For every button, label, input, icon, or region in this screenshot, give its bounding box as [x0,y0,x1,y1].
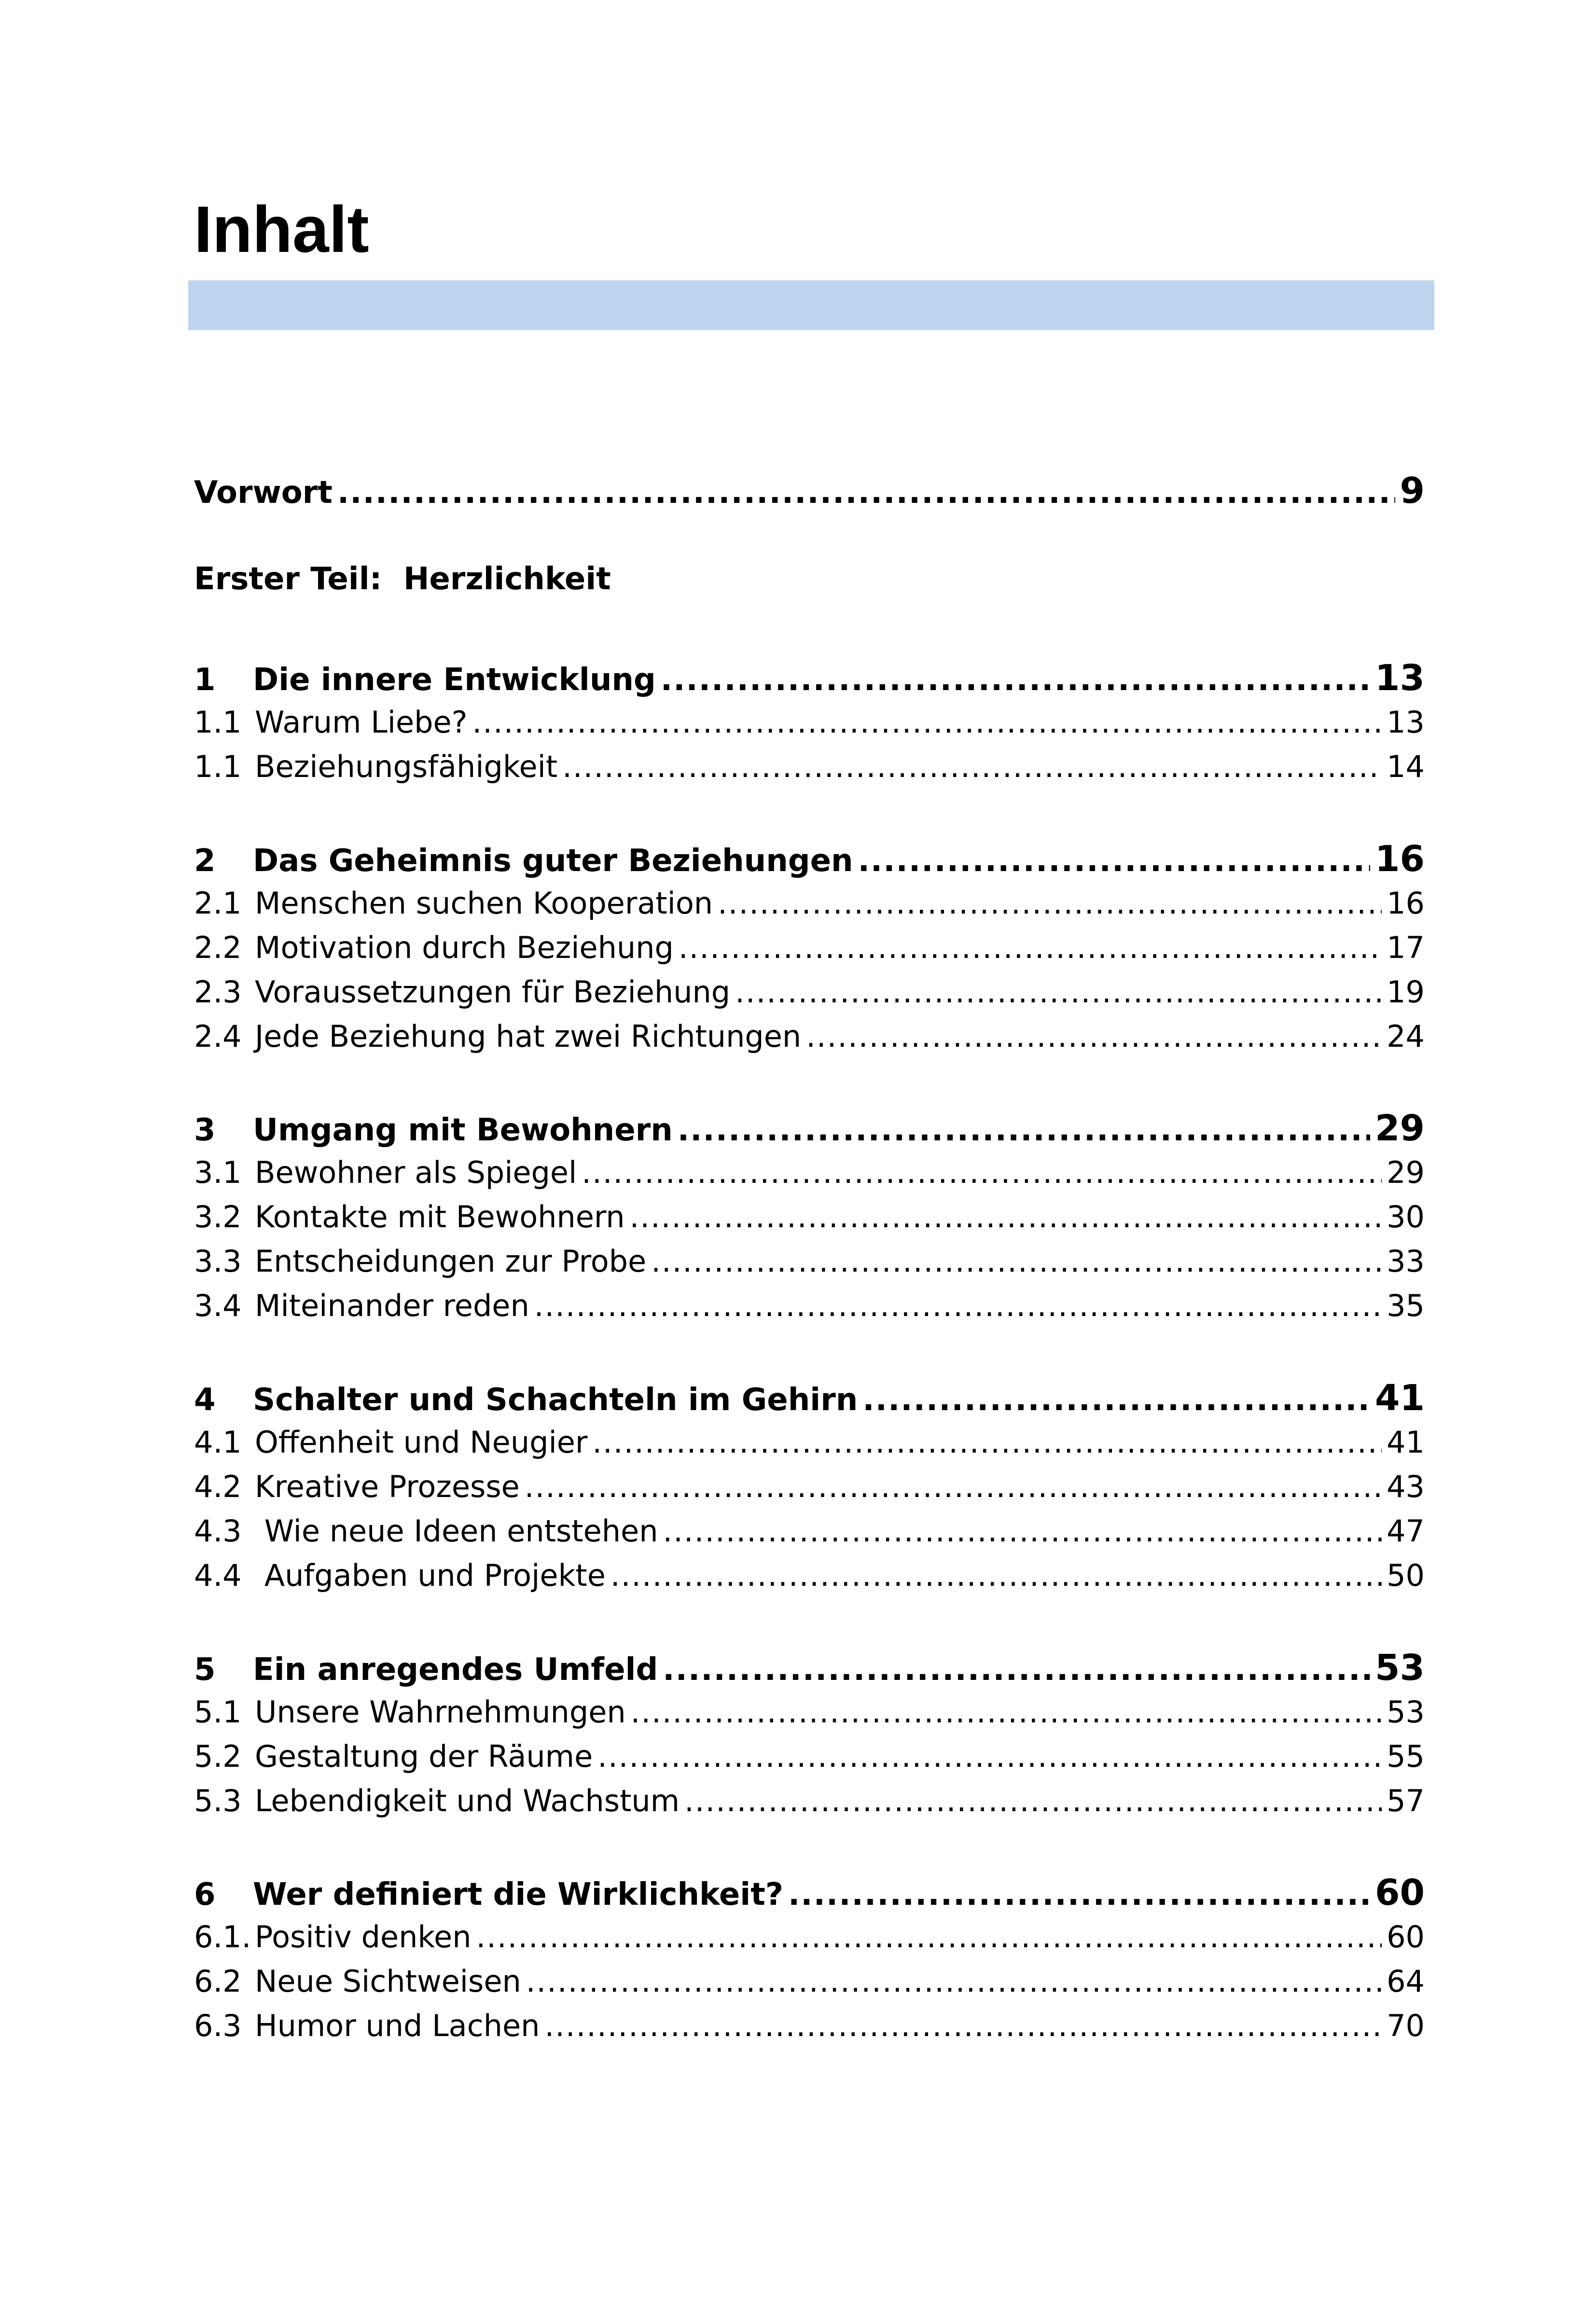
toc-chapter-1[interactable] [194,656,1425,700]
toc-section-number: 2.3 [194,974,242,1010]
toc-section-number: 1.1 [194,705,242,740]
toc-section-number: 4.2 [194,1469,242,1504]
toc-section-title: Aufgaben und Projekte [255,1558,606,1593]
toc-section-title: Kreative Prozesse [255,1469,520,1504]
toc-section-page: 70 [1387,2008,1425,2043]
toc-chapter-title: Schalter und Schachteln im Gehirn [253,1382,858,1418]
toc-section-title: Miteinander reden [255,1288,529,1323]
toc-chapter-number: 4 [194,1382,216,1418]
toc-section-title: Bewohner als Spiegel [255,1155,577,1190]
toc-section-page: 43 [1387,1469,1425,1504]
toc-section-number: 2.1 [194,886,242,921]
toc-section-page: 35 [1387,1288,1425,1323]
toc-section-page: 55 [1387,1739,1425,1774]
toc-leader-dots [735,970,1382,1014]
toc-section-3-2[interactable] [194,1195,1425,1239]
toc-section-number: 5.1 [194,1694,242,1730]
page-title: Inhalt [194,193,369,266]
toc-chapter-4[interactable] [194,1376,1425,1420]
toc-leader-dots [678,1109,1370,1150]
toc-section-4-2[interactable] [194,1465,1425,1509]
toc-section-page: 53 [1387,1694,1425,1730]
toc-chapter-page: 41 [1375,1377,1425,1419]
toc-leader-dots [337,471,1395,513]
toc-leader-dots [663,1648,1370,1690]
toc-section-title: Menschen suchen Kooperation [255,886,713,921]
toc-section-number: 4.1 [194,1425,242,1460]
toc-section-title: Positiv denken [255,1919,472,1955]
toc-leader-dots [562,745,1382,789]
toc-section-number: 3.2 [194,1199,242,1234]
toc-section-number: 3.1 [194,1155,242,1190]
toc-section-page: 13 [1387,705,1425,740]
toc-section-6-3[interactable] [194,2004,1425,2048]
toc-leader-dots [858,839,1370,881]
toc-chapter-page: 60 [1375,1872,1425,1913]
toc-chapter-page: 16 [1375,838,1425,880]
toc-chapter-page: 53 [1375,1647,1425,1689]
toc-chapter-2[interactable] [194,837,1425,881]
toc-section-page: 17 [1387,930,1425,965]
toc-entry-page: 9 [1400,470,1425,512]
toc-section-6-1[interactable] [194,1915,1425,1959]
toc-leader-dots [661,658,1370,700]
toc-leader-dots [679,926,1382,970]
toc-section-2-4[interactable] [194,1015,1425,1058]
toc-section-number: 6.1. [194,1919,251,1955]
toc-section-number: 5.2 [194,1739,242,1774]
toc-leader-dots [651,1240,1382,1283]
toc-section-number: 3.3 [194,1244,242,1279]
toc-section-page: 57 [1387,1783,1425,1818]
toc-section-title: Motivation durch Beziehung [255,930,674,965]
toc-section-number: 3.4 [194,1288,242,1323]
toc-leader-dots [806,1015,1382,1058]
toc-section-4-3[interactable] [194,1510,1425,1553]
toc-section-2-2[interactable] [194,926,1425,970]
toc-section-page: 29 [1387,1155,1425,1190]
toc-leader-dots [597,1735,1382,1778]
toc-section-title: Wie neue Ideen entstehen [255,1513,658,1549]
toc-section-2-3[interactable] [194,970,1425,1014]
toc-leader-dots [611,1554,1382,1597]
toc-leader-dots [862,1378,1370,1420]
toc-leader-dots [544,2004,1382,2048]
toc-chapter-title: Das Geheimnis guter Beziehungen [253,843,853,879]
toc-section-2-1[interactable] [194,882,1425,925]
toc-section-title: Entscheidungen zur Probe [255,1244,647,1279]
toc-section-title: Unsere Wahrnehmungen [255,1694,626,1730]
toc-section-1-2[interactable] [194,745,1425,789]
toc-section-page: 41 [1387,1425,1425,1460]
toc-section-title: Humor und Lachen [255,2008,540,2043]
toc-section-1-1[interactable] [194,701,1425,744]
toc-section-page: 19 [1387,974,1425,1010]
toc-leader-dots [718,882,1382,925]
toc-leader-dots [592,1421,1382,1464]
toc-chapter-number: 1 [194,662,216,698]
toc-section-number: 1.1 [194,749,242,784]
toc-chapter-title: Wer definiert die Wirklichkeit? [253,1877,783,1913]
toc-entry-title: Vorwort [194,475,333,511]
toc-section-title: Gestaltung der Räume [255,1739,593,1774]
toc-section-title: Warum Liebe? [255,705,468,740]
toc-chapter-title: Umgang mit Bewohnern [253,1112,673,1148]
toc-chapter-number: 6 [194,1877,216,1913]
toc-section-page: 24 [1387,1019,1425,1054]
toc-chapter-page: 29 [1375,1108,1425,1149]
toc-section-number: 2.2 [194,930,242,965]
toc-section-title: Offenheit und Neugier [255,1425,588,1460]
toc-chapter-6[interactable] [194,1871,1425,1914]
toc-leader-dots [582,1151,1382,1194]
toc-section-number: 5.3 [194,1783,242,1818]
toc-section-title: Neue Sichtweisen [255,1964,521,1999]
toc-section-4-4[interactable] [194,1554,1425,1597]
toc-section-number: 2.4 [194,1019,242,1054]
toc-entry-vorwort[interactable] [194,469,1425,513]
toc-leader-dots [631,1691,1382,1734]
toc-leader-dots [630,1195,1382,1239]
part-title: Erster Teil: Herzlichkeit [194,561,611,597]
toc-section-5-3[interactable] [194,1779,1425,1823]
toc-chapter-page: 13 [1375,657,1425,699]
toc-leader-dots [526,1960,1382,2003]
toc-leader-dots [684,1779,1382,1823]
toc-section-title: Jede Beziehung hat zwei Richtungen [255,1019,802,1054]
toc-chapter-3[interactable] [194,1107,1425,1150]
toc-section-page: 64 [1387,1964,1425,1999]
toc-section-number: 4.4 [194,1558,242,1593]
toc-section-title: Voraussetzungen für Beziehung [255,974,731,1010]
toc-section-3-4[interactable] [194,1284,1425,1328]
toc-section-number: 4.3 [194,1513,242,1549]
toc-chapter-title: Ein anregendes Umfeld [253,1652,658,1688]
toc-section-page: 50 [1387,1558,1425,1593]
toc-section-6-2[interactable] [194,1960,1425,2003]
toc-section-title: Beziehungsfähigkeit [255,749,558,784]
toc-chapter-title: Die innere Entwicklung [253,662,656,698]
toc-section-5-1[interactable] [194,1691,1425,1734]
toc-section-title: Lebendigkeit und Wachstum [255,1783,680,1818]
toc-chapter-number: 3 [194,1112,216,1148]
toc-chapter-5[interactable] [194,1646,1425,1690]
toc-section-number: 6.2 [194,1964,242,1999]
toc-leader-dots [476,1915,1382,1959]
toc-section-page: 14 [1387,749,1425,784]
toc-section-page: 60 [1387,1919,1425,1955]
toc-section-page: 30 [1387,1199,1425,1234]
toc-section-5-2[interactable] [194,1735,1425,1778]
toc-chapter-number: 2 [194,843,216,879]
toc-section-3-1[interactable] [194,1151,1425,1194]
toc-section-page: 33 [1387,1244,1425,1279]
toc-leader-dots [472,701,1382,744]
toc-leader-dots [663,1510,1382,1553]
toc-section-number: 6.3 [194,2008,242,2043]
toc-leader-dots [534,1284,1382,1328]
toc-section-page: 47 [1387,1513,1425,1549]
toc-section-page: 16 [1387,886,1425,921]
toc-leader-dots [788,1873,1370,1914]
toc-section-3-3[interactable] [194,1240,1425,1283]
toc-chapter-number: 5 [194,1652,216,1688]
heading-underline-bar [188,280,1434,330]
toc-section-title: Kontakte mit Bewohnern [255,1199,625,1234]
toc-section-4-1[interactable] [194,1421,1425,1464]
toc-leader-dots [525,1465,1382,1509]
